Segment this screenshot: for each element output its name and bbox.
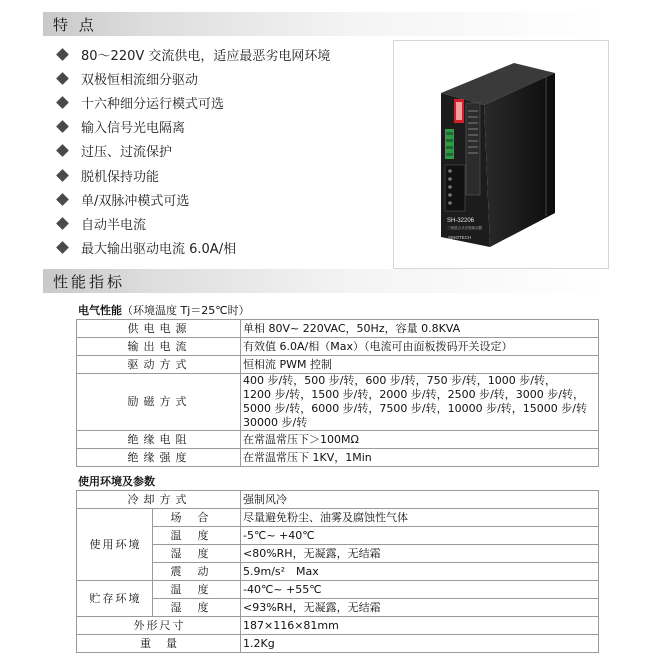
feature-item: 过压、过流保护 <box>58 139 330 163</box>
storage-environment-group: 贮存环境 <box>77 581 153 617</box>
usage-environment-group: 使用环境 <box>77 509 153 581</box>
table-row: 外形尺寸 187×116×81mm <box>77 617 599 635</box>
brand-label: SINOTECH <box>448 235 472 240</box>
diamond-bullet-icon <box>56 217 69 230</box>
diamond-bullet-icon <box>56 241 69 254</box>
table-row: 重 量 1.2Kg <box>77 635 599 653</box>
table-row: 绝缘强度 在常温常压下 1KV，1Min <box>77 449 599 467</box>
product-photo <box>393 40 609 269</box>
excitation-modes: 400 步/转，500 步/转，600 步/转，750 步/转，1000 步/转， 1200 步/转，1500 步/转，2000 步/转，2500 步/转，3000 步/转， 5000 步/转，6000 步/转，7500 步/转，10000 步/转，15000 步/转 30000 步/转 <box>241 374 599 431</box>
feature-item: 脱机保持功能 <box>58 163 330 187</box>
performance-section-title: 性能指标 <box>53 272 126 291</box>
feature-item: 输入信号光电隔离 <box>58 115 330 139</box>
table-row: 冷却方式 强制风冷 <box>77 491 599 509</box>
environment-heading: 使用环境及参数 <box>78 475 155 488</box>
table-row: 温度 -5℃~ +40℃ <box>77 527 599 545</box>
feature-item: 十六种细分运行模式可选 <box>58 90 330 114</box>
table-row: 贮存环境 温度 -40℃~ +55℃ <box>77 581 599 599</box>
diamond-bullet-icon <box>56 144 69 157</box>
table-row: 绝缘电阻 在常温常压下＞100MΩ <box>77 431 599 449</box>
table-row: 使用环境 场合 尽量避免粉尘、油雾及腐蚀性气体 <box>77 509 599 527</box>
table-row: 输出电流 有效值 6.0A/相（Max）（电流可由面板拨码开关设定） <box>77 338 599 356</box>
diamond-bullet-icon <box>56 193 69 206</box>
electrical-heading: 电气性能（环境温度 Tj＝25℃时） <box>78 304 250 317</box>
product-caption: 三相混合式步进驱动器 <box>447 226 482 230</box>
feature-item: 80～220V 交流供电，适应最恶劣电网环境 <box>58 42 330 66</box>
diamond-bullet-icon <box>56 120 69 133</box>
feature-item: 自动半电流 <box>58 211 330 235</box>
feature-item: 双极恒相流细分驱动 <box>58 66 330 90</box>
table-row: 供电电源 单相 80V~ 220VAC，50Hz，容量 0.8KVA <box>77 320 599 338</box>
features-list <box>58 42 330 260</box>
table-row: 励磁方式 400 步/转，500 步/转，600 步/转，750 步/转，1000 步/转， 1200 步/转，1500 步/转，2000 步/转，2500 步/转，3000 步/转， 5000 步/转，6000 步/转，7500 步/转，10000 步/转，15000 步/转 30000 步/转 <box>77 374 599 431</box>
features-section-title: 特 点 <box>53 15 97 34</box>
table-row: 驱动方式 恒相流 PWM 控制 <box>77 356 599 374</box>
diamond-bullet-icon <box>56 96 69 109</box>
table-row: 震动 5.9m/s² Max <box>77 563 599 581</box>
table-row: 湿度 <80%RH，无凝露，无结霜 <box>77 545 599 563</box>
diamond-bullet-icon <box>56 72 69 85</box>
features-section-header <box>43 12 608 36</box>
table-row: 湿度 <93%RH，无凝露，无结霜 <box>77 599 599 617</box>
performance-section-header <box>43 269 608 293</box>
stepper-driver-illustration <box>394 41 608 268</box>
environment-spec-table <box>76 490 599 653</box>
diamond-bullet-icon <box>56 169 69 182</box>
feature-item: 单/双脉冲模式可选 <box>58 187 330 211</box>
diamond-bullet-icon <box>56 48 69 61</box>
model-label: SH-32206 <box>447 218 475 224</box>
electrical-spec-table <box>76 319 599 467</box>
feature-item: 最大输出驱动电流 6.0A/相 <box>58 236 330 260</box>
